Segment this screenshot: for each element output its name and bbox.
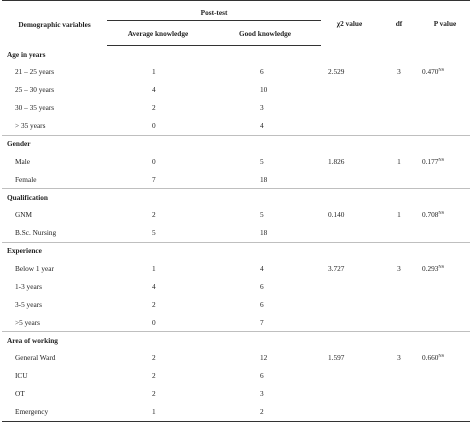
table-row xyxy=(2,295,470,313)
empty-cell xyxy=(420,117,470,136)
table-row xyxy=(2,313,470,332)
average-knowledge-cell: 2 xyxy=(152,103,156,112)
row-label: 21 – 25 years xyxy=(15,67,55,76)
row-label: ICU xyxy=(15,371,28,380)
category-title: Qualification xyxy=(2,189,470,206)
table-row xyxy=(2,367,470,385)
average-knowledge-cell: 2 xyxy=(152,210,156,219)
row-label: 3-5 years xyxy=(15,299,42,309)
table-row xyxy=(2,224,470,243)
empty-cell xyxy=(420,385,470,403)
chi-square-cell: 1.826 xyxy=(328,156,345,166)
average-knowledge-cell: 0 xyxy=(152,121,156,130)
good-knowledge-cell: 6 xyxy=(260,67,264,76)
table-header xyxy=(2,1,470,46)
average-knowledge-cell: 1 xyxy=(152,263,156,273)
table-row xyxy=(2,385,470,403)
empty-cell xyxy=(321,81,378,99)
df-cell: 3 xyxy=(397,67,401,76)
good-knowledge-cell: 10 xyxy=(260,85,268,94)
empty-cell xyxy=(420,99,470,117)
chi-square-cell: 1.597 xyxy=(328,353,345,362)
table-row xyxy=(2,277,470,295)
good-knowledge-cell: 6 xyxy=(260,299,264,309)
p-value-text: 0.660 xyxy=(422,353,439,362)
category-title: Area of working xyxy=(2,332,470,349)
association-table xyxy=(2,0,470,422)
header-chi-square: χ2 value xyxy=(321,1,378,46)
row-label: 1-3 years xyxy=(15,281,42,291)
row-label: Below 1 year xyxy=(15,263,54,273)
average-knowledge-cell: 7 xyxy=(152,174,156,184)
row-label: 25 – 30 years xyxy=(15,85,55,94)
p-value-cell xyxy=(420,152,470,170)
p-value-cell xyxy=(420,206,470,224)
row-label: B.Sc. Nursing xyxy=(15,228,57,237)
good-knowledge-cell: 18 xyxy=(260,228,268,237)
row-label: OT xyxy=(15,389,25,398)
average-knowledge-cell: 4 xyxy=(152,281,156,291)
good-knowledge-cell: 3 xyxy=(260,389,264,398)
p-value-text: 0.708 xyxy=(422,210,439,219)
category-row xyxy=(2,189,470,206)
df-cell: 3 xyxy=(397,263,401,273)
significance-superscript: NS xyxy=(438,210,445,215)
empty-cell xyxy=(378,99,420,117)
average-knowledge-cell: 2 xyxy=(152,389,156,398)
average-knowledge-cell: 1 xyxy=(152,67,156,76)
category-row xyxy=(2,135,470,152)
row-label: > 35 years xyxy=(15,121,46,130)
good-knowledge-cell: 3 xyxy=(260,103,264,112)
empty-cell xyxy=(378,403,420,422)
empty-cell xyxy=(420,403,470,422)
good-knowledge-cell: 5 xyxy=(260,210,264,219)
table-row xyxy=(2,206,470,224)
empty-cell xyxy=(321,295,378,313)
category-row xyxy=(2,46,470,63)
table-row xyxy=(2,403,470,422)
significance-superscript: NS xyxy=(438,353,445,358)
header-posttest: Post-test xyxy=(107,1,321,21)
header-demographic: Demographic variables xyxy=(2,1,107,46)
good-knowledge-cell: 18 xyxy=(260,174,268,184)
empty-cell xyxy=(321,117,378,136)
category-title: Experience xyxy=(2,242,470,259)
chi-square-cell: 2.529 xyxy=(328,67,345,76)
good-knowledge-cell: 5 xyxy=(260,156,264,166)
empty-cell xyxy=(378,170,420,189)
header-p-value: P value xyxy=(420,1,470,46)
empty-cell xyxy=(321,385,378,403)
average-knowledge-cell: 5 xyxy=(152,228,156,237)
empty-cell xyxy=(321,403,378,422)
p-value-text: 0.177 xyxy=(422,156,439,166)
p-value-text: 0.470 xyxy=(422,67,439,76)
empty-cell xyxy=(378,313,420,332)
p-value-text: 0.293 xyxy=(422,263,439,273)
table-row xyxy=(2,152,470,170)
empty-cell xyxy=(321,313,378,332)
good-knowledge-cell: 7 xyxy=(260,317,264,327)
row-label: General Ward xyxy=(15,353,56,362)
average-knowledge-cell: 1 xyxy=(107,403,209,422)
category-title: Age in years xyxy=(7,49,46,59)
empty-cell xyxy=(378,385,420,403)
average-knowledge-cell: 0 xyxy=(152,156,156,166)
row-label: GNM xyxy=(15,210,33,219)
row-label: 30 – 35 years xyxy=(15,103,55,112)
row-label: >5 years xyxy=(15,317,40,327)
empty-cell xyxy=(378,277,420,295)
empty-cell xyxy=(378,295,420,313)
p-value-cell xyxy=(420,63,470,81)
average-knowledge-cell: 2 xyxy=(152,299,156,309)
average-knowledge-cell: 4 xyxy=(152,85,156,94)
empty-cell xyxy=(321,224,378,243)
category-row xyxy=(2,242,470,259)
empty-cell xyxy=(321,367,378,385)
table-row xyxy=(2,63,470,81)
empty-cell xyxy=(321,99,378,117)
df-cell: 1 xyxy=(397,210,401,219)
good-knowledge-cell: 6 xyxy=(260,281,264,291)
p-value-cell xyxy=(420,259,470,277)
header-df: df xyxy=(378,1,420,46)
empty-cell xyxy=(420,367,470,385)
empty-cell xyxy=(420,295,470,313)
empty-cell xyxy=(420,170,470,189)
table-row xyxy=(2,117,470,136)
significance-superscript: NS xyxy=(438,156,445,162)
empty-cell xyxy=(321,170,378,189)
empty-cell xyxy=(378,117,420,136)
empty-cell xyxy=(420,313,470,332)
good-knowledge-cell: 4 xyxy=(260,121,264,130)
header-average-knowledge: Average knowledge xyxy=(107,21,209,46)
df-cell: 3 xyxy=(397,353,401,362)
df-cell: 1 xyxy=(397,156,401,166)
table-row xyxy=(2,349,470,367)
table-row xyxy=(2,170,470,189)
empty-cell xyxy=(420,224,470,243)
empty-cell xyxy=(420,81,470,99)
average-knowledge-cell: 2 xyxy=(152,353,156,362)
row-label: Emergency xyxy=(2,403,107,422)
category-title: Gender xyxy=(2,135,470,152)
empty-cell xyxy=(378,81,420,99)
category-row xyxy=(2,332,470,349)
average-knowledge-cell: 2 xyxy=(152,371,156,380)
empty-cell xyxy=(321,277,378,295)
empty-cell xyxy=(378,224,420,243)
table-body xyxy=(2,46,470,422)
chi-square-cell: 0.140 xyxy=(328,210,345,219)
significance-superscript: NS xyxy=(438,263,445,269)
table-row xyxy=(2,99,470,117)
significance-superscript: NS xyxy=(438,67,445,72)
good-knowledge-cell: 6 xyxy=(260,371,264,380)
row-label: Female xyxy=(15,174,37,184)
good-knowledge-cell: 12 xyxy=(260,353,268,362)
empty-cell xyxy=(378,367,420,385)
average-knowledge-cell: 0 xyxy=(152,317,156,327)
table-row xyxy=(2,81,470,99)
chi-square-cell: 3.727 xyxy=(328,263,345,273)
header-good-knowledge: Good knowledge xyxy=(209,21,321,46)
table-row xyxy=(2,259,470,277)
p-value-cell xyxy=(420,349,470,367)
good-knowledge-cell: 4 xyxy=(260,263,264,273)
good-knowledge-cell: 2 xyxy=(209,403,321,422)
empty-cell xyxy=(420,277,470,295)
row-label: Male xyxy=(15,156,30,166)
